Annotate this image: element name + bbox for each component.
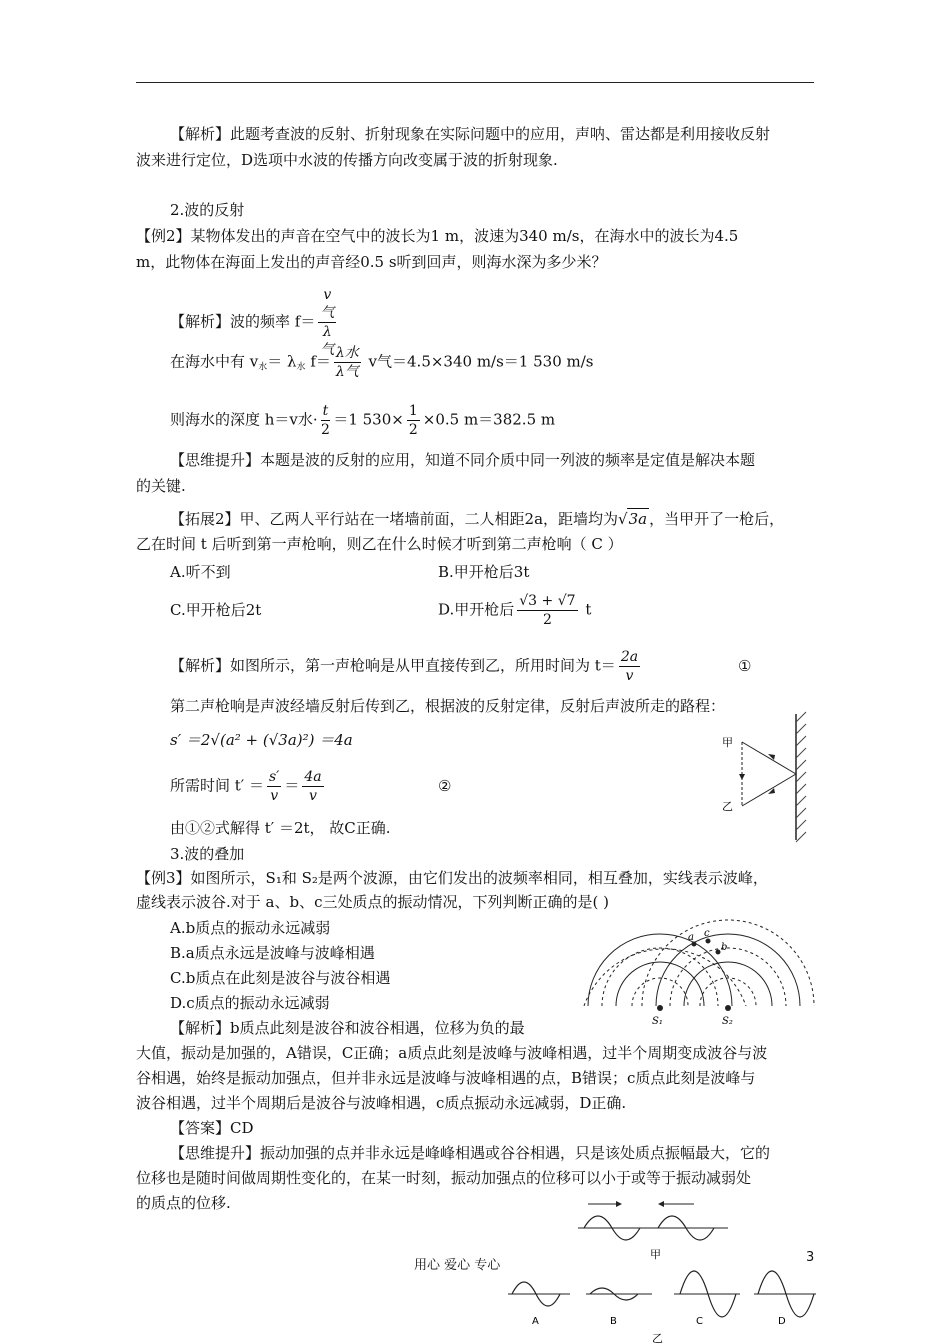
s1-crest-2 [588, 934, 732, 1006]
analysis-line-2: 波来进行定位，D选项中水波的传播方向改变属于波的折射现象. [136, 151, 558, 169]
s2-crest-1 [684, 962, 772, 1006]
label-a: a [688, 932, 694, 943]
wall-reflection-figure [720, 712, 820, 842]
source-s1 [657, 1005, 663, 1011]
label-jia: 甲 [722, 736, 733, 749]
thinking-line-1: 【思维提升】本题是波的反射的应用，知道不同介质中同一列波的频率是定值是解决本题 [170, 451, 756, 469]
ex3-thinking-2: 位移也是随时间做周期性变化的，在某一时刻，振动加强点的位移可以小于或等于振动减弱处 [136, 1169, 752, 1187]
extension2-analysis-1: 【解析】如图所示，第一声枪响是从甲直接传到乙，所用时间为 t＝ $\frac{2a}{v}$ [170, 649, 639, 684]
ex3-thinking-1: 【思维提升】振动加强的点并非永远是峰峰相遇或谷谷相遇，只是该处质点振幅最大，它的 [170, 1144, 771, 1162]
ex3-option-d: D.c质点的振动永远减弱 [170, 994, 330, 1012]
depth-formula: 则海水的深度 h＝v水· $\frac{t}{2}$ ＝1 530× $\frac{1}{2}$ ×0.5 m＝382.5 m [170, 403, 556, 438]
option-a: A.听不到 [170, 563, 231, 581]
thinking-line-2: 的关键. [136, 477, 186, 495]
page-footer: 用心 爱心 专心 [414, 1258, 501, 1273]
equation-mark-2: ② [438, 777, 452, 795]
example2-line-1: 【例2】某物体发出的声音在空气中的波长为1 m，波速为340 m/s，在海水中的波长为4.5 [136, 227, 739, 245]
label-opt-b: B [610, 1316, 617, 1327]
ex3-analysis-4: 波谷相遇，过半个周期后是波谷与波峰相遇，c质点振动永远减弱，D正确. [136, 1094, 627, 1112]
s1-trough-3 [584, 949, 746, 1006]
label-yi: 乙 [722, 800, 733, 813]
ex3-analysis-2: 大值，振动是加强的，A错误，C正确；a质点此刻是波峰与波峰相遇，过半个周期变成波谷与波 [136, 1044, 768, 1062]
wall-hatch [796, 712, 806, 842]
arrow-left-head [658, 1201, 664, 1207]
label-s2: S₂ [722, 1016, 733, 1027]
ex3-option-b: B.a质点永远是波峰与波峰相遇 [170, 944, 375, 962]
label-s1: S₁ [652, 1016, 663, 1027]
ex3-answer: 【答案】CD [170, 1119, 254, 1137]
reflected-ray [742, 774, 796, 806]
equation-mark-1: ① [738, 657, 752, 675]
ex3-option-a: A.b质点的振动永远减弱 [170, 919, 331, 937]
label-jia-wave: 甲 [650, 1248, 661, 1261]
extension2-line-2: 乙在时间 t 后听到第一声枪响，则乙在什么时候才听到第二声枪响（ C ） [136, 535, 623, 553]
sea-speed-formula: 在海水中有 $v_水= \lambda_水$ f＝ $\frac{\text{λ水}}{\text{λ气}}$ v气＝4.5×340 m/s＝1 530 m/s [170, 345, 594, 380]
label-opt-d: D [778, 1316, 786, 1327]
example2-line-2: m，此物体在海面上发出的声音经0.5 s听到回声，则海水深为多少米？ [136, 253, 607, 271]
s1-trough-2 [602, 948, 718, 1006]
analysis-line-1: 【解析】此题考查波的反射、折射现象在实际问题中的应用，声呐、雷达都是利用接收反射 [170, 125, 771, 143]
label-c: c [704, 928, 710, 939]
point-c [706, 939, 711, 944]
interference-figure [580, 920, 820, 1030]
time-expression: 所需时间 t′ ＝ $\frac{s'}{v}$ ＝ $\frac{4a}{v}$ [170, 769, 322, 804]
wave-pulse-figure [500, 1198, 820, 1344]
ex3-analysis-3: 谷相遇，始终是振动加强点，但并非永远是波峰与波峰相遇的点，B错误；c质点此刻是波峰与 [136, 1069, 756, 1087]
example3-line-2: 虚线表示波谷.对于 a、b、c三处质点的振动情况，下列判断正确的是( ) [136, 893, 609, 911]
ex3-option-c: C.b质点在此刻是波谷与波谷相遇 [170, 969, 391, 987]
page-number: 3 [806, 1250, 815, 1265]
s1-crest-1 [616, 962, 704, 1006]
frequency-formula: 【解析】波的频率 f＝ v 气 λ 气 [170, 287, 335, 358]
ex3-thinking-3: 的质点的位移. [136, 1194, 231, 1212]
section-heading-reflection: 2.波的反射 [170, 201, 245, 219]
label-yi-wave: 乙 [652, 1332, 663, 1344]
arrow-right-head [616, 1201, 622, 1207]
path-expression: s′ ＝2√(a² + (√3a)²) ＝4a [170, 731, 353, 749]
option-b: B.甲开枪后3t [438, 563, 530, 581]
ex3-analysis-1: 【解析】b质点此刻是波谷和波谷相遇，位移为负的最 [170, 1019, 525, 1037]
conclusion-line: 由①②式解得 t′ ＝2t， 故C正确. [170, 819, 391, 837]
s2-crest-2 [656, 934, 800, 1006]
header-rule [136, 82, 814, 83]
incident-ray [742, 742, 796, 774]
option-c: C.甲开枪后2t [170, 601, 262, 619]
label-opt-a: A [532, 1316, 539, 1327]
label-opt-c: C [696, 1316, 703, 1327]
option-d: D.甲开枪后 $\frac{√3 + √7}{2}$ t [438, 593, 592, 628]
direct-arrow [739, 774, 745, 780]
extension2-line-1: 【拓展2】甲、乙两人平行站在一堵墙前面，二人相距2a，距墙均为√3a ，当甲开了一枪后， [170, 510, 785, 528]
extension2-analysis-2: 第二声枪响是声波经墙反射后传到乙，根据波的反射定律，反射后声波所走的路程： [170, 697, 726, 715]
example3-line-1: 【例3】如图所示，S₁和 S₂是两个波源，由它们发出的波频率相同，相互叠加，实线表示波峰， [136, 869, 768, 887]
label-b: b [721, 942, 728, 953]
point-b [716, 950, 721, 955]
section-heading-superposition: 3.波的叠加 [170, 845, 245, 863]
source-s2 [725, 1005, 731, 1011]
